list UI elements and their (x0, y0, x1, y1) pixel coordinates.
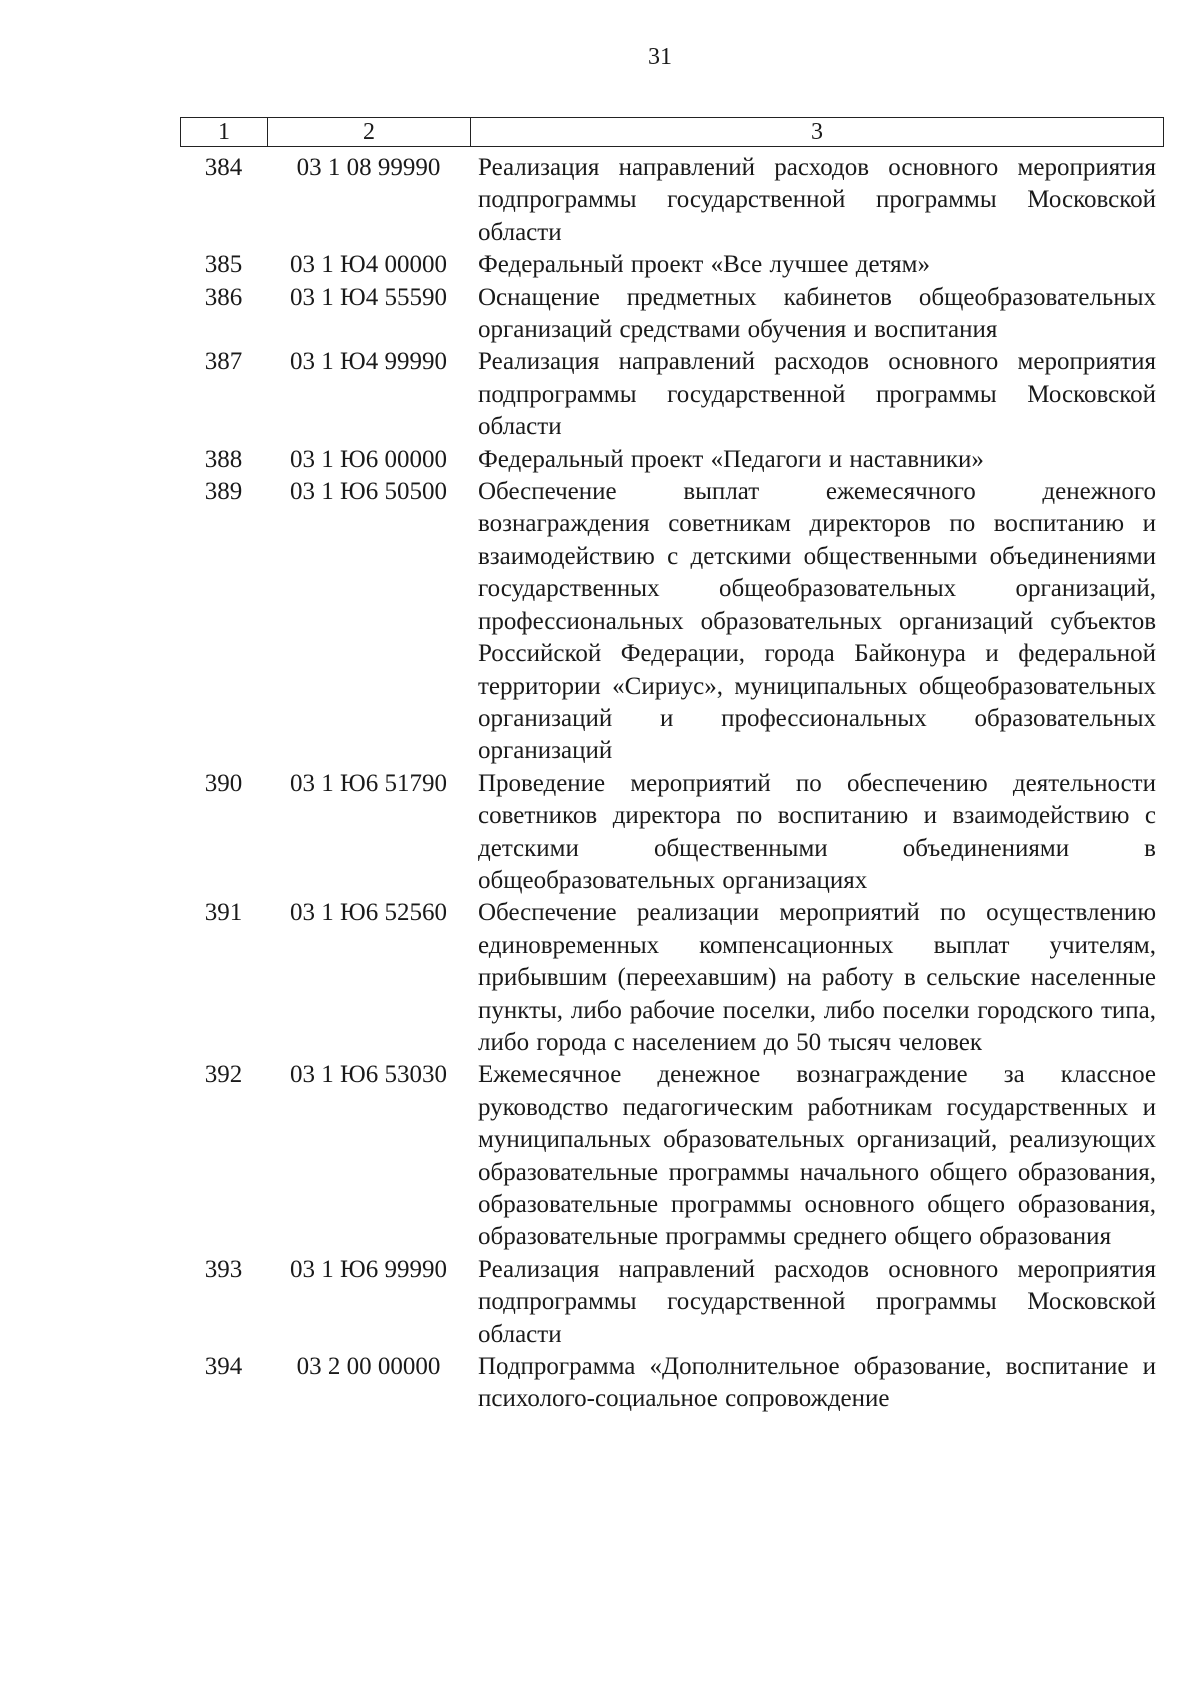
row-code: 03 1 Ю6 51790 (290, 769, 447, 797)
row-code: 03 1 Ю6 50500 (290, 478, 447, 506)
header-col-3: 3 (811, 119, 823, 145)
table-row (180, 768, 1164, 898)
row-code: 03 1 Ю6 99990 (290, 1255, 447, 1283)
row-number: 393 (204, 1255, 243, 1283)
row-description: Обеспечение выплат ежемесячного денежного вознаграждения советникам директоров по воспитанию и взаимодействию с детскими общественными объединениями государственных общеобразовательных организаций, профессиональных образовательных организаций субъектов Российской Федерации, города Байконура и федеральной территории «Сириус», муниципальных общеобразовательных организаций и профессиональных образовательных организаций (478, 478, 1156, 765)
row-description: Реализация направлений расходов основного мероприятия подпрограммы государственной программы Московской области (478, 1255, 1156, 1348)
table-row (180, 346, 1164, 443)
row-code: 03 1 Ю6 52560 (290, 899, 447, 927)
table-row (180, 152, 1164, 249)
row-number: 386 (204, 283, 243, 311)
header-col-2: 2 (268, 118, 471, 146)
table-row (180, 1351, 1164, 1416)
row-description: Федеральный проект «Педагоги и наставники» (478, 445, 984, 473)
table-row (180, 1059, 1164, 1253)
row-number: 384 (204, 154, 243, 181)
row-number: 392 (204, 1061, 243, 1089)
row-number: 390 (204, 769, 243, 797)
table-header (180, 117, 1164, 147)
header-col-1: 1 (181, 118, 268, 146)
row-description: Реализация направлений расходов основного мероприятия подпрограммы государственной программы Московской области (478, 348, 1156, 441)
row-description: Обеспечение реализации мероприятий по осуществлению единовременных компенсационных выплат учителям, прибывшим (переехавшим) на работу в сельские населенные пункты, либо рабочие поселки, либо поселки городского типа, либо города с населением до 50 тысяч человек (478, 899, 1156, 1056)
row-number: 387 (204, 348, 243, 376)
row-description: Подпрограмма «Дополнительное образование, воспитание и психолого-социальное сопровождение (478, 1353, 1156, 1413)
row-description: Федеральный проект «Все лучшее детям» (478, 251, 930, 279)
row-number: 394 (204, 1353, 243, 1381)
page-number: 31 (648, 44, 672, 70)
row-number: 391 (204, 899, 243, 927)
row-description: Ежемесячное денежное вознаграждение за классное руководство педагогическим работникам государственных и муниципальных образовательных организаций, реализующих образовательные программы начального общего образования, образовательные программы основного общего образования, образовательные программы среднего общего образования (478, 1061, 1156, 1251)
table-row (180, 249, 1164, 281)
table-row (180, 444, 1164, 476)
row-number: 389 (204, 478, 243, 506)
table-row (180, 1254, 1164, 1351)
row-number: 388 (204, 445, 243, 473)
row-code: 03 1 Ю6 00000 (290, 445, 447, 473)
row-code: 03 1 Ю6 53030 (290, 1061, 447, 1089)
table-body (180, 152, 1164, 1416)
row-code: 03 1 Ю4 55590 (290, 283, 447, 311)
row-number: 385 (204, 251, 243, 279)
row-code: 03 1 08 99990 (296, 154, 441, 181)
row-description: Оснащение предметных кабинетов общеобразовательных организаций средствами обучения и воспитания (478, 283, 1156, 344)
row-code: 03 1 Ю4 99990 (290, 348, 447, 376)
table-row (180, 476, 1164, 768)
row-description: Проведение мероприятий по обеспечению деятельности советников директора по воспитанию и взаимодействию с детскими общественными объединениями в общеобразовательных организациях (478, 769, 1156, 894)
table-row (180, 897, 1164, 1059)
row-description: Реализация направлений расходов основного мероприятия подпрограммы государственной программы Московской области (478, 154, 1156, 246)
row-code: 03 2 00 00000 (296, 1353, 441, 1381)
table-row (180, 282, 1164, 347)
row-code: 03 1 Ю4 00000 (290, 251, 447, 279)
